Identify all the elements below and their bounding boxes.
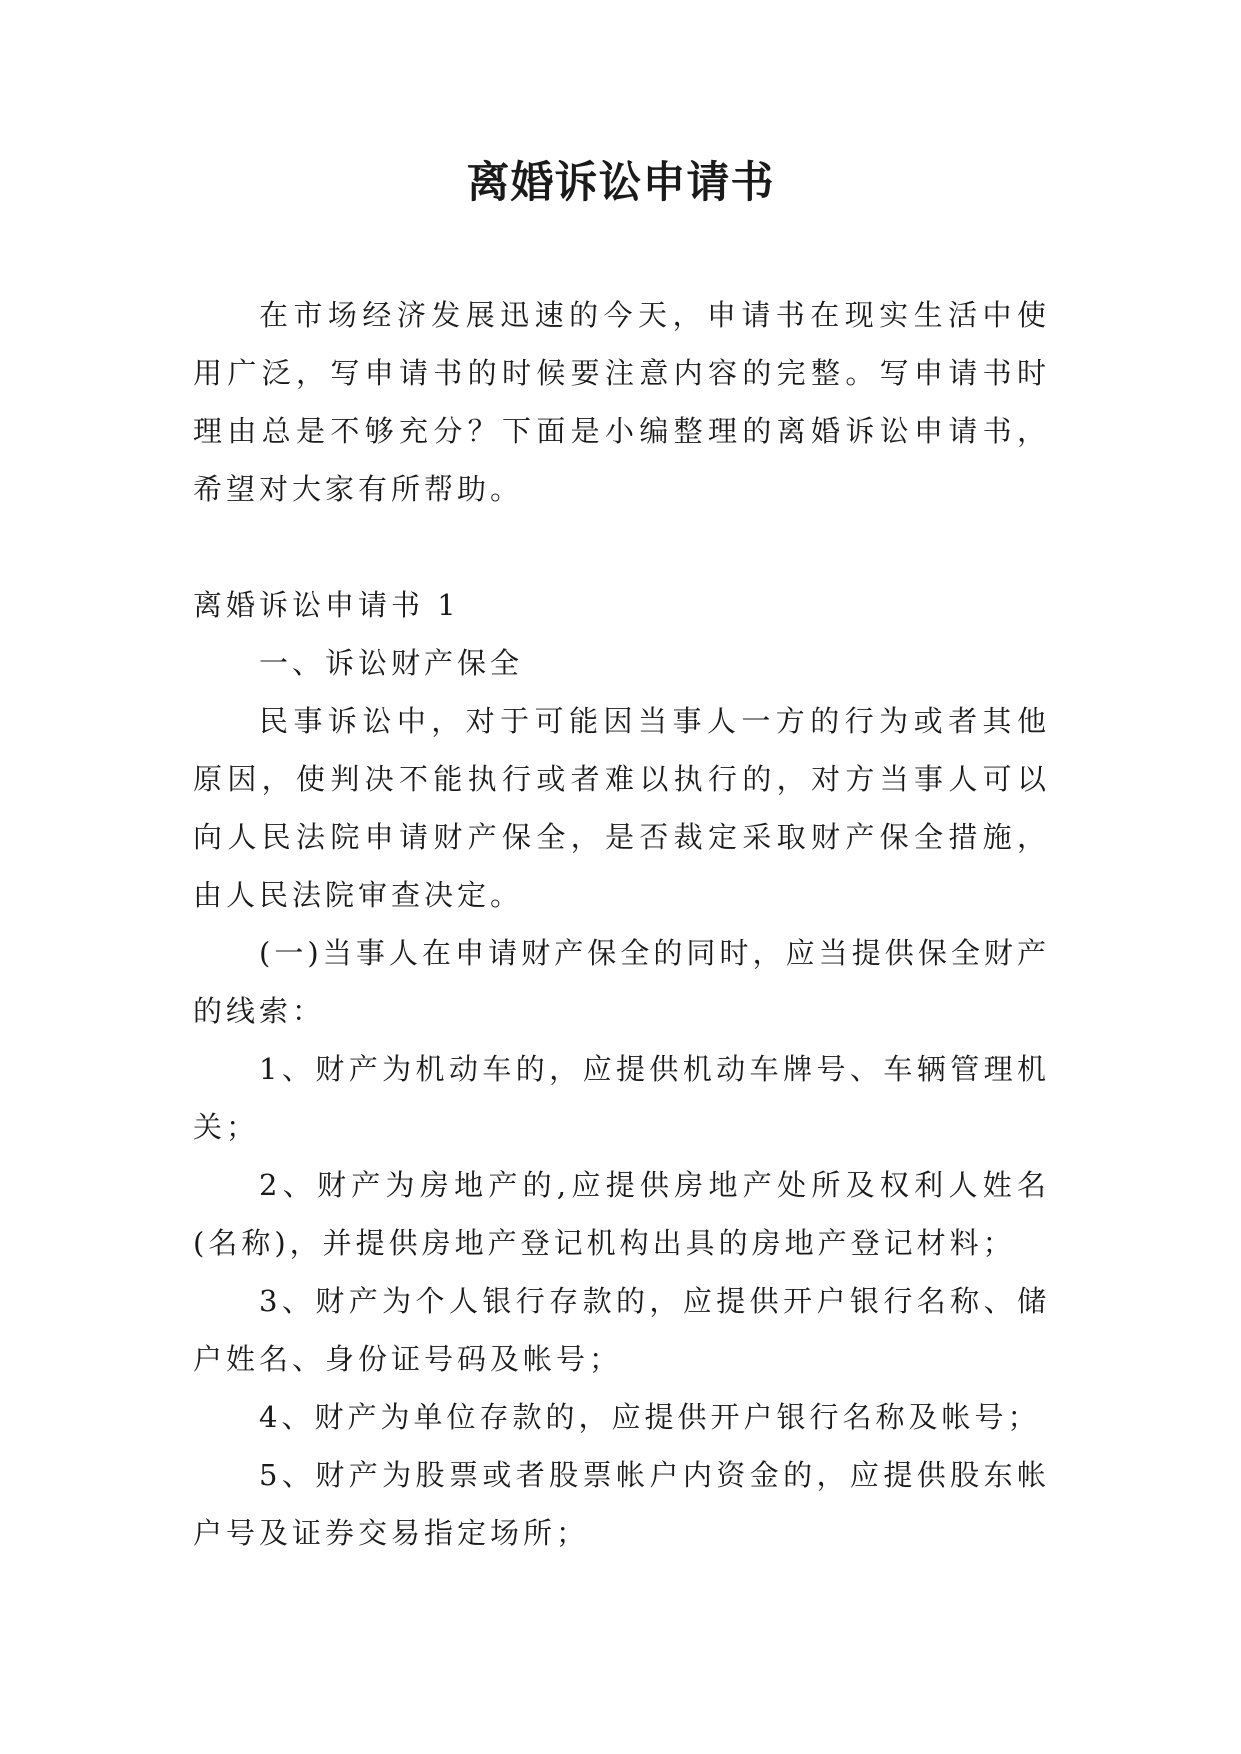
body-paragraph: (一)当事人在申请财产保全的同时，应当提供保全财产的线索： [193,936,1050,1028]
document-body [193,286,1050,1562]
document-title: 离婚诉讼申请书 [466,158,775,208]
body-paragraph: 民事诉讼中，对于可能因当事人一方的行为或者其他原因，使判决不能执行或者难以执行的，对方当事人可以向人民法院申请财产保全，是否裁定采取财产保全措施，由人民法院审查决定。 [193,704,1050,912]
paragraph-spacer [193,518,1050,576]
intro-paragraph: 在市场经济发展迅速的今天，申请书在现实生活中使用广泛，写申请书的时候要注意内容的完整。写申请书时理由总是不够充分？下面是小编整理的离婚诉讼申请书，希望对大家有所帮助。 [193,298,1050,506]
list-item: 1、财产为机动车的，应提供机动车牌号、车辆管理机关； [193,1052,1050,1144]
list-item: 3、财产为个人银行存款的，应提供开户银行名称、储户姓名、身份证号码及帐号； [193,1284,1050,1376]
list-item: 4、财产为单位存款的，应提供开户银行名称及帐号； [259,1400,1041,1434]
list-item: 2、财产为房地产的,应提供房地产处所及权利人姓名(名称)，并提供房地产登记机构出具的房地产登记材料； [193,1168,1050,1260]
section-title: 离婚诉讼申请书 1 [193,588,460,622]
list-item: 5、财产为股票或者股票帐户内资金的，应提供股东帐户号及证券交易指定场所； [193,1458,1050,1550]
subheading: 一、诉讼财产保全 [259,646,524,680]
